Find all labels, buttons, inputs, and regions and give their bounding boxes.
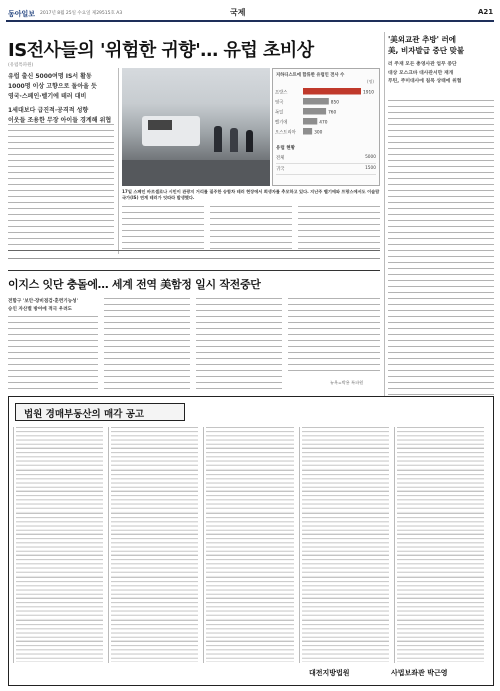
bar-value: 760: [328, 110, 337, 116]
ad-listing-grid: [13, 427, 489, 663]
photo-figure: [246, 130, 253, 152]
second-title: 유럽 현황: [276, 146, 295, 151]
ad-listing-cell: [111, 427, 198, 448]
story-divider: [8, 258, 380, 259]
ad-listing-cell: [302, 577, 389, 598]
story-divider: [8, 250, 380, 251]
photo-caption: 17일 스페인 바르셀로나 시민이 관광지 거리를 질주한 승합차 테러 현장에서 희생자를 추모하고 있다. 지난주 벨기에와 프랑스에서도 이슬람국가(IS) 연계 테러가 잇따라 발생했다.: [122, 189, 380, 200]
bar: [303, 128, 312, 135]
table-row: [276, 153, 376, 164]
ad-listing-cell: [302, 470, 389, 491]
summary-line: 1세대보다 급진적·공격적 성향: [8, 107, 89, 114]
sidebar-subline: 푸틴, 주미대사에 침묵 상태에 위협: [388, 79, 462, 84]
ad-listing-cell: [111, 470, 198, 491]
ad-listing-cell: [111, 534, 198, 555]
ad-listing-cell: [16, 534, 103, 555]
chart-box: [272, 68, 380, 186]
second-byline: 뉴욕=박용 특파원: [330, 380, 364, 385]
summary-line: 1000명 이상 고향으로 돌아올 듯: [8, 83, 97, 90]
lead-photo: [122, 68, 270, 186]
summary-line: 승인 자산별 방어에 적극 우려도: [8, 306, 73, 312]
issue-info: 2017년 8월 25일 수요일 제29515호 A3: [40, 11, 123, 16]
ad-listing-cell: [111, 598, 198, 619]
auction-ad: [8, 396, 494, 686]
second-body-column: [288, 298, 380, 376]
second-table: [276, 153, 376, 175]
ad-listing-cell: [302, 598, 389, 619]
masthead: [0, 0, 500, 30]
bar-label: 벨기에: [275, 120, 288, 126]
lead-body-column: [210, 206, 292, 254]
chart-unit: (명): [367, 79, 374, 84]
ad-listing-cell: [111, 641, 198, 662]
ad-listing-column: [203, 427, 295, 663]
ad-listing-cell: [16, 555, 103, 576]
ad-listing-cell: [16, 620, 103, 641]
bar-label: 프랑스: [275, 90, 288, 96]
row-value: 1500: [365, 166, 376, 171]
ad-listing-cell: [111, 620, 198, 641]
second-body-column: [8, 316, 98, 390]
ad-listing-column: [13, 427, 105, 663]
ad-listing-cell: [16, 577, 103, 598]
sidebar-subline: 러 주재 모든 총영사관 업무 중단: [388, 62, 457, 67]
bar-chart: [275, 85, 379, 141]
column-rule: [384, 32, 385, 436]
paper-name: 동아일보: [8, 10, 36, 18]
ad-listing-column: [108, 427, 200, 663]
bar-label: 오스트리아: [275, 130, 296, 136]
ad-listing-cell: [206, 577, 293, 598]
ad-listing-cell: [302, 513, 389, 534]
ad-listing-cell: [302, 448, 389, 469]
sidebar-headline: 美, 비자발급 중단 맞불: [388, 46, 465, 55]
ad-listing-cell: [16, 491, 103, 512]
ad-listing-cell: [397, 577, 484, 598]
bar-label: 독일: [275, 110, 284, 116]
row-label: 전체: [276, 156, 285, 161]
sidebar: [388, 34, 494, 87]
ad-listing-column: [394, 427, 486, 663]
ad-listing-cell: [111, 555, 198, 576]
ad-listing-cell: [16, 598, 103, 619]
ad-listing-cell: [206, 641, 293, 662]
story-divider: [8, 270, 380, 271]
summary-line: 유럽 출신 5000여명 IS서 활동: [8, 73, 92, 80]
ad-footer-right: 사법보좌관 박근영: [391, 669, 448, 677]
ad-listing-cell: [302, 491, 389, 512]
table-row: [276, 164, 376, 175]
ad-listing-column: [299, 427, 391, 663]
ad-listing-cell: [206, 555, 293, 576]
chart-title: 지하디스트에 합류한 유럽인 전사 수: [276, 73, 345, 78]
column-rule: [118, 68, 119, 254]
ad-listing-cell: [206, 491, 293, 512]
bar-value: 850: [330, 100, 340, 106]
row-value: 5000: [365, 155, 376, 160]
photo-figure: [230, 128, 238, 152]
lead-byline: (유럽특파원): [8, 63, 34, 68]
bar: [303, 108, 326, 115]
bar-value: 300: [314, 130, 323, 136]
ad-title: 법원 경매부동산의 매각 공고: [24, 409, 145, 420]
ad-listing-cell: [302, 641, 389, 662]
page-number: A21: [478, 8, 494, 16]
ad-listing-cell: [206, 470, 293, 491]
summary-line: 영국·스페인·벨기에 테러 대비: [8, 93, 87, 100]
lead-summary: [8, 72, 114, 126]
ad-listing-cell: [397, 491, 484, 512]
ad-footer-left: 대전지방법원: [309, 669, 350, 677]
bar: [303, 98, 329, 105]
ad-listing-cell: [16, 641, 103, 662]
ad-title-box: [15, 403, 185, 421]
sidebar-body: [388, 100, 494, 428]
ad-listing-cell: [206, 427, 293, 448]
ad-listing-cell: [16, 470, 103, 491]
ad-listing-cell: [397, 448, 484, 469]
ad-listing-cell: [206, 448, 293, 469]
second-headline: 이지스 잇단 충돌에… 세계 전역 美함정 일시 작전중단: [8, 278, 261, 291]
summary-line: 전함구 '보안·장비점검·훈련기능성': [8, 299, 79, 304]
sidebar-subline: 대상 모스크바 대사관서만 재개: [388, 70, 454, 76]
ad-listing-cell: [397, 598, 484, 619]
ad-listing-cell: [397, 620, 484, 641]
sidebar-headline: '美외교관 추방' 러에: [388, 35, 457, 44]
ad-listing-cell: [111, 513, 198, 534]
row-label: 귀국: [276, 167, 285, 172]
ad-listing-cell: [397, 513, 484, 534]
masthead-rule: [6, 20, 494, 22]
lead-body-column: [8, 124, 114, 254]
ad-listing-cell: [111, 448, 198, 469]
ad-listing-cell: [16, 427, 103, 448]
section-title: 국제: [230, 8, 246, 17]
second-body-column: [104, 298, 190, 390]
ad-listing-cell: [206, 513, 293, 534]
ad-listing-cell: [397, 641, 484, 662]
ad-listing-cell: [206, 620, 293, 641]
second-summary: [8, 298, 98, 313]
ad-listing-cell: [302, 534, 389, 555]
ad-listing-cell: [16, 448, 103, 469]
ad-listing-cell: [302, 427, 389, 448]
ad-listing-cell: [111, 577, 198, 598]
ad-listing-cell: [397, 427, 484, 448]
lead-body-column: [122, 206, 204, 254]
lead-headline: IS전사들의 '위험한 귀향'… 유럽 초비상: [8, 40, 314, 61]
ad-listing-cell: [302, 620, 389, 641]
ad-listing-cell: [16, 513, 103, 534]
photo-figure: [214, 126, 222, 152]
bar: [303, 118, 317, 125]
summary-line: 이웃들 조용한 무장 아이들 경계해 위협: [8, 117, 112, 124]
lead-body-column: [298, 206, 380, 254]
ad-listing-cell: [111, 491, 198, 512]
ad-listing-cell: [302, 555, 389, 576]
bar-label: 영국: [275, 100, 284, 106]
photo-van-window: [148, 120, 172, 130]
ad-listing-cell: [397, 470, 484, 491]
photo-ground: [122, 160, 270, 186]
bar-value: 1910: [363, 90, 374, 96]
bar: [303, 88, 361, 95]
second-body-column: [196, 298, 282, 390]
ad-listing-cell: [397, 555, 484, 576]
ad-listing-cell: [206, 598, 293, 619]
bar-value: 470: [319, 120, 328, 126]
ad-listing-cell: [206, 534, 293, 555]
ad-listing-cell: [397, 534, 484, 555]
